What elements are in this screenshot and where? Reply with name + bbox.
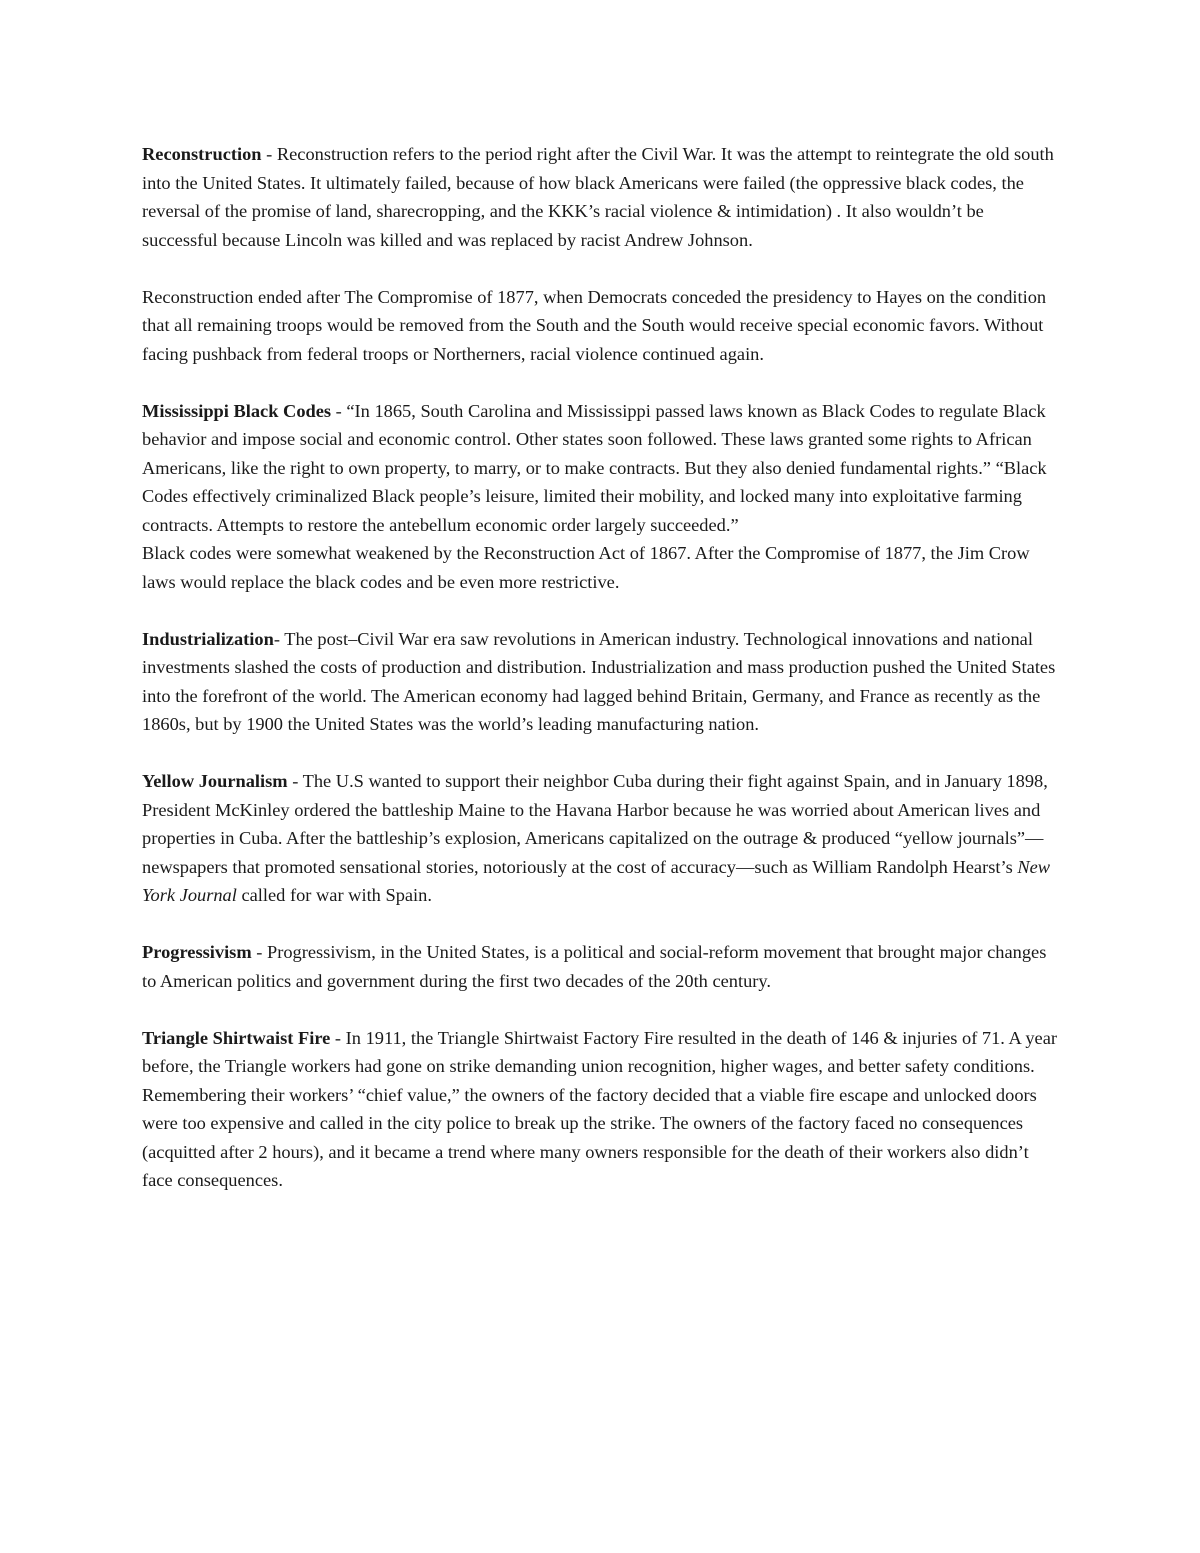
- section-body-end: called for war with Spain.: [236, 885, 432, 905]
- section-black-codes-continuation: [142, 539, 1060, 596]
- term-heading: Reconstruction: [142, 144, 262, 164]
- section-body: Reconstruction ended after The Compromise of 1877, when Democrats conceded the presidency to Hayes on the condition that all remaining troops would be removed from the South and the South would receive special economic favors. Without facing pushback from federal troops or Northerners, racial violence continued again.: [142, 286, 1047, 364]
- section-yellow-journalism: [142, 767, 1060, 910]
- section-progressivism: [142, 938, 1060, 995]
- term-heading: Progressivism: [142, 942, 252, 962]
- section-black-codes: [142, 397, 1060, 540]
- section-industrialization: [142, 625, 1060, 739]
- section-body: “In 1865, South Carolina and Mississippi passed laws known as Black Codes to regulate Black behavior and impose social and economic control. Other states soon followed. These laws granted some rights to African Americans, like the right to own property, to marry, or to make contracts. But they also denied fundamental rights.” “Black Codes effectively criminalized Black people’s leisure, limited their mobility, and locked many into exploitative farming contracts. Attempts to restore the antebellum economic order largely succeeded.”: [142, 400, 1047, 535]
- section-body: Black codes were somewhat weakened by the Reconstruction Act of 1867. After the Compromise of 1877, the Jim Crow laws would replace the black codes and be even more restrictive.: [142, 543, 1030, 592]
- newspaper-title: New York Journal: [142, 856, 1051, 905]
- term-separator: -: [287, 771, 303, 791]
- term-separator: -: [261, 144, 277, 164]
- document-page: [142, 140, 1060, 1223]
- term-separator: -: [331, 400, 347, 421]
- term-heading: Triangle Shirtwaist Fire: [142, 1027, 331, 1048]
- section-body: Progressivism, in the United States, is a political and social-reform movement that brought major changes to American politics and government during the first two decades of the 20th century.: [142, 942, 1047, 991]
- term-heading: Industrialization: [142, 628, 274, 649]
- term-heading: Mississippi Black Codes: [142, 400, 332, 421]
- section-reconstruction: [142, 140, 1060, 254]
- section-body: Reconstruction refers to the period right after the Civil War. It was the attempt to reintegrate the old south into the United States. It ultimately failed, because of how black Americans were failed (the oppressive black codes, the reversal of the promise of land, sharecropping, and the KKK’s racial violence & intimidation) . It also wouldn’t be successful because Lincoln was killed and was replaced by racist Andrew Johnson.: [142, 144, 1054, 250]
- term-separator: -: [251, 942, 267, 962]
- section-body: The post–Civil War era saw revolutions in American industry. Technological innovations and national investments slashed the costs of production and distribution. Industrialization and mass production pushed the United States into the forefront of the world. The American economy had lagged behind Britain, Germany, and France as recently as the 1860s, but by 1900 the United States was the world’s leading manufacturing nation.: [142, 628, 1056, 734]
- section-triangle-fire: [142, 1024, 1060, 1195]
- term-heading: Yellow Journalism: [142, 771, 288, 791]
- term-separator: -: [273, 628, 285, 649]
- section-body: In 1911, the Triangle Shirtwaist Factory Fire resulted in the death of 146 & injuries of 71. A year before, the Triangle workers had gone on strike demanding union recognition, higher wages, and better safety conditions. Remembering their workers’ “chief value,” the owners of the factory decided that a viable fire escape and unlocked doors were too expensive and called in the city police to break up the strike. The owners of the factory faced no consequences (acquitted after 2 hours), and it became a trend where many owners responsible for the death of their workers also didn’t face consequences.: [142, 1027, 1057, 1190]
- term-separator: -: [330, 1027, 346, 1048]
- section-body: The U.S wanted to support their neighbor Cuba during their fight against Spain, and in January 1898, President McKinley ordered the battleship Maine to the Havana Harbor because he was worried about American lives and properties in Cuba. After the battleship’s explosion, Americans capitalized on the outrage & produced “yellow journals”—newspapers that promoted sensational stories, notoriously at the cost of accuracy—such as William Randolph Hearst’s: [142, 771, 1048, 877]
- section-reconstruction-end: [142, 283, 1060, 369]
